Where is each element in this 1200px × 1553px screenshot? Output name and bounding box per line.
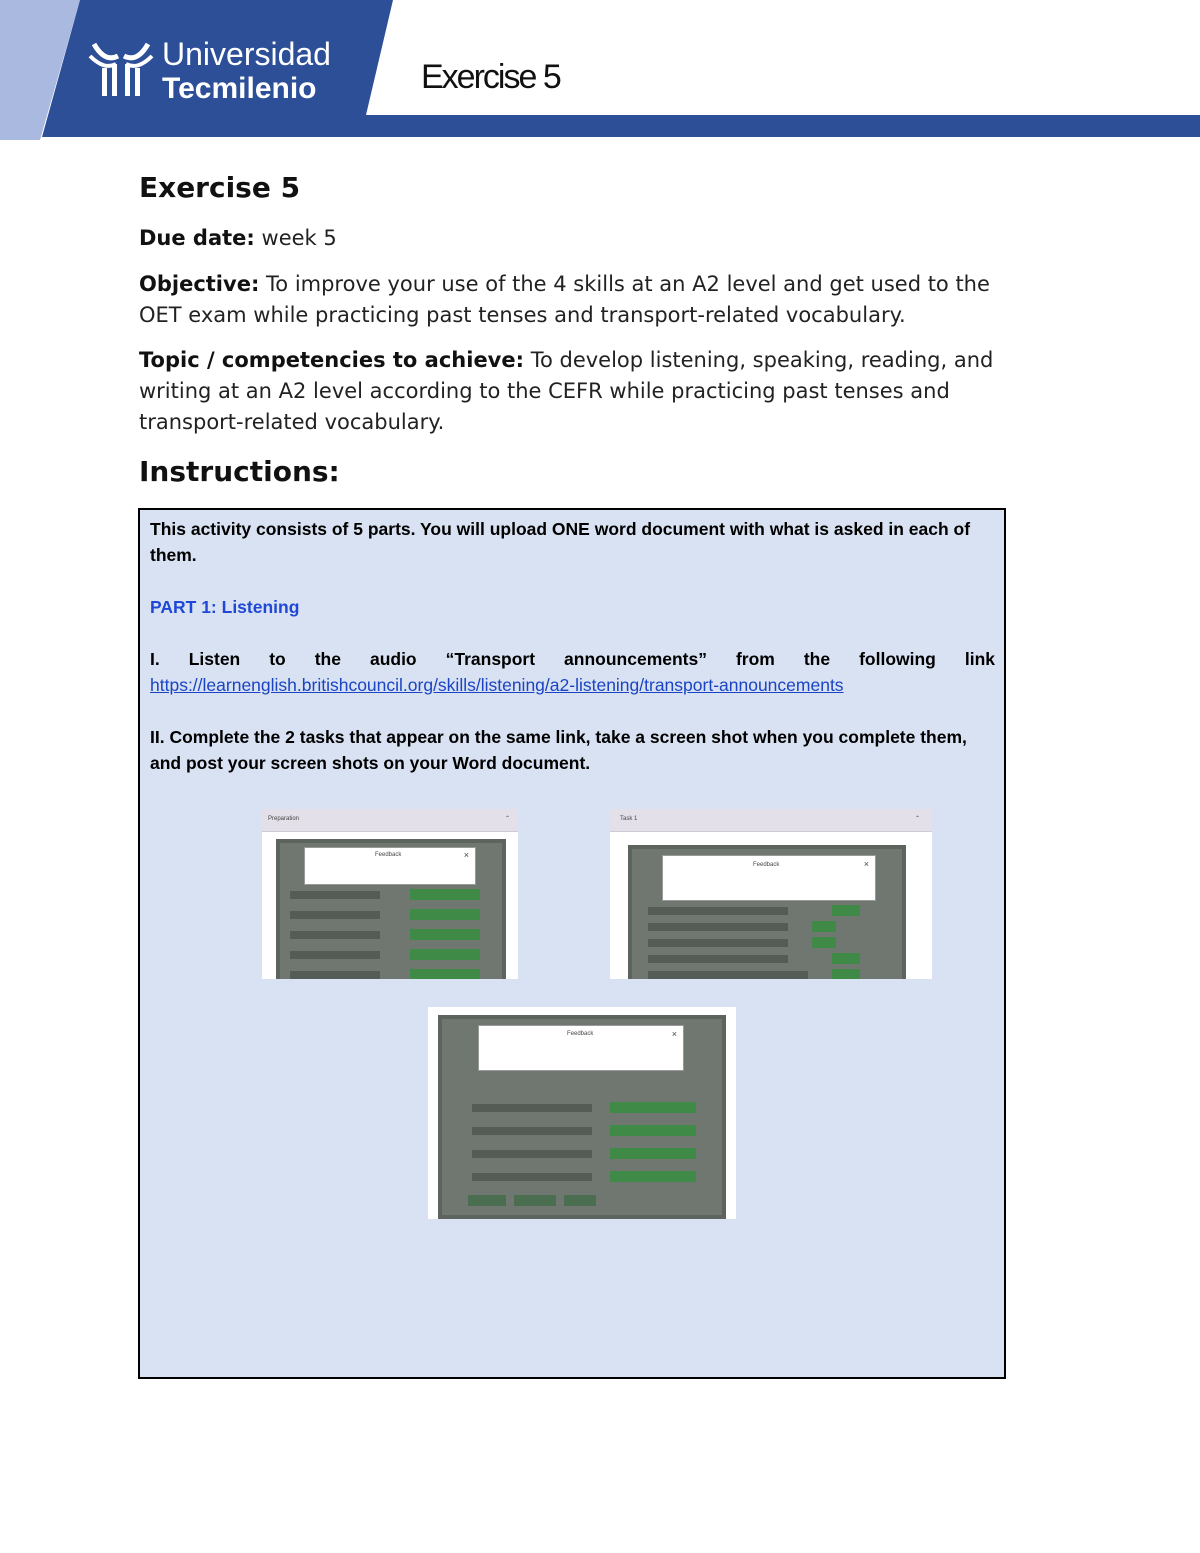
screenshot-task1 bbox=[610, 809, 932, 979]
feedback-dialog-title: Feedback bbox=[375, 852, 402, 858]
close-icon: × bbox=[671, 1029, 677, 1039]
step1-text: I. Listen to the audio “Transport announcements” from the following link bbox=[150, 649, 995, 669]
topic-competencies bbox=[139, 345, 1039, 438]
close-icon: × bbox=[863, 859, 869, 869]
step2-text: II. Complete the 2 tasks that appear on the same link, take a screen shot when you complete them, and post your screen shots on your Word document. bbox=[150, 727, 967, 773]
screenshot-header-bar bbox=[262, 809, 518, 832]
objective-label: Objective: bbox=[139, 272, 260, 296]
feedback-dialog bbox=[662, 855, 876, 901]
due-date-label: Due date: bbox=[139, 226, 255, 250]
due-date-value: week 5 bbox=[261, 226, 337, 250]
british-council-link[interactable]: https://learnenglish.britishcouncil.org/skills/listening/a2-listening/transport-announcements bbox=[150, 675, 844, 695]
due-date bbox=[139, 223, 1039, 254]
tecmilenio-logo-icon bbox=[88, 34, 154, 100]
feedback-dialog bbox=[478, 1025, 684, 1071]
page-title: Exercise 5 bbox=[139, 171, 301, 204]
feedback-dialog-title: Feedback bbox=[753, 862, 780, 868]
topic-text: To develop listening, speaking, reading, and writing at an A2 level according to the CEFR while practicing past tenses and transport-related vocabulary. bbox=[139, 348, 994, 434]
chevron-up-icon: ⌃ bbox=[914, 816, 920, 822]
close-icon: × bbox=[463, 850, 469, 860]
logo-line-tecmilenio: Tecmilenio bbox=[162, 72, 317, 105]
topic-label: Topic / competencies to achieve: bbox=[139, 348, 525, 372]
instructions-box bbox=[138, 508, 1006, 1379]
header-title: Exercise 5 bbox=[421, 58, 560, 96]
feedback-dialog bbox=[304, 847, 476, 885]
screenshot-bar-title: Task 1 bbox=[620, 816, 638, 822]
objective bbox=[139, 269, 1039, 331]
logo-line-universidad: Universidad bbox=[162, 36, 331, 72]
feedback-dialog-title: Feedback bbox=[567, 1031, 594, 1037]
screenshot-task2 bbox=[428, 1007, 736, 1219]
instructions-heading: Instructions: bbox=[139, 455, 340, 488]
step1-link-line bbox=[150, 672, 995, 698]
screenshot-header-bar bbox=[610, 809, 932, 832]
objective-text: To improve your use of the 4 skills at an A2 level and get used to the OET exam while practicing past tenses and transport-related vocabulary. bbox=[139, 272, 990, 327]
part1-heading: PART 1: Listening bbox=[150, 597, 300, 617]
chevron-up-icon: ⌃ bbox=[504, 816, 510, 822]
screenshot-bar-title: Preparation bbox=[268, 816, 300, 822]
screenshot-preparation bbox=[262, 809, 518, 979]
activity-intro: This activity consists of 5 parts. You will upload ONE word document with what is asked in each of them. bbox=[150, 519, 971, 565]
